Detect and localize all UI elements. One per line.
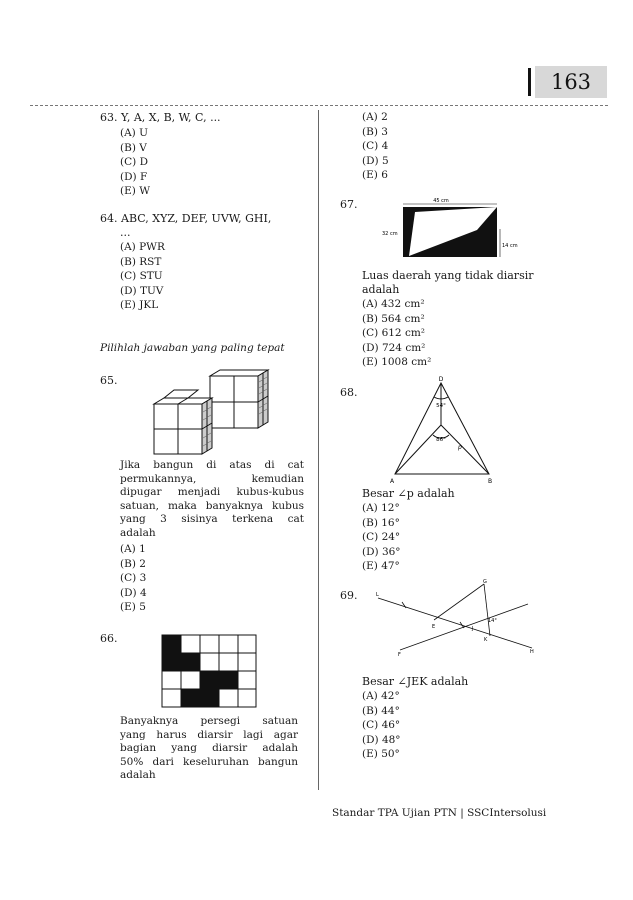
label-J: J bbox=[472, 626, 474, 632]
question-67-text-line1: Luas daerah yang tidak diarsir bbox=[362, 269, 534, 282]
option-a[interactable]: (A) PWR bbox=[120, 241, 165, 253]
question-68-text: Besar ∠p adalah bbox=[362, 487, 455, 500]
triangle-figure bbox=[385, 375, 500, 485]
label-F: F bbox=[398, 652, 401, 658]
options-64 bbox=[120, 240, 165, 313]
option-e[interactable]: (E) W bbox=[120, 185, 150, 198]
page-number-bar bbox=[528, 68, 531, 96]
option-d[interactable]: (D) 724 cm² bbox=[362, 341, 426, 354]
label-angle-mid: 86° bbox=[436, 437, 446, 443]
text-line: adalah bbox=[120, 526, 156, 539]
label-angle: 14° bbox=[488, 618, 497, 624]
option-e[interactable]: (E) 5 bbox=[120, 601, 146, 614]
options-69 bbox=[362, 689, 401, 762]
question-65-text bbox=[120, 459, 304, 540]
option-e[interactable]: (E) JKL bbox=[120, 299, 159, 312]
page-number: 163 bbox=[535, 66, 607, 98]
text-line: permukannya, kemudian bbox=[120, 472, 304, 485]
text-line: bagian yang diarsir adalah bbox=[120, 742, 298, 754]
option-c[interactable]: (C) STU bbox=[120, 270, 163, 283]
label-angle-p: p bbox=[458, 444, 462, 451]
question-number: 63. bbox=[100, 111, 118, 124]
instruction-text: Pilihlah jawaban yang paling tepat bbox=[100, 342, 285, 354]
footer-text: Standar TPA Ujian PTN | SSCIntersolusi bbox=[332, 807, 547, 819]
option-d[interactable]: (D) 5 bbox=[362, 154, 389, 167]
option-b[interactable]: (B) 16° bbox=[362, 516, 400, 529]
label-L: L bbox=[376, 592, 379, 598]
option-d[interactable]: (D) 48° bbox=[362, 733, 401, 746]
option-a[interactable]: (A) 12° bbox=[362, 502, 400, 514]
option-e[interactable]: (E) 1008 cm² bbox=[362, 356, 432, 369]
option-b[interactable]: (B) 2 bbox=[120, 557, 146, 570]
label-left: 32 cm bbox=[382, 231, 398, 237]
options-66 bbox=[362, 110, 389, 183]
question-67-text-line2: adalah bbox=[362, 283, 400, 296]
question-66-number: 66. bbox=[100, 632, 118, 645]
options-68 bbox=[362, 501, 401, 574]
question-68-number: 68. bbox=[340, 386, 358, 399]
text-line: satuan, maka banyaknya kubus bbox=[120, 499, 304, 512]
option-a[interactable]: (A) 2 bbox=[362, 111, 388, 123]
option-b[interactable]: (B) 3 bbox=[362, 125, 388, 138]
label-left: A bbox=[390, 478, 395, 485]
column-divider bbox=[318, 110, 319, 790]
question-64 bbox=[100, 212, 271, 227]
option-e[interactable]: (E) 50° bbox=[362, 748, 400, 761]
label-right: 14 cm bbox=[502, 243, 518, 249]
option-c[interactable]: (C) D bbox=[120, 156, 148, 169]
option-c[interactable]: (C) 24° bbox=[362, 531, 401, 544]
option-d[interactable]: (D) TUV bbox=[120, 284, 164, 297]
option-c[interactable]: (C) 4 bbox=[362, 140, 389, 153]
rectangle-figure bbox=[365, 194, 518, 262]
question-69-number: 69. bbox=[340, 589, 358, 602]
label-G: G bbox=[483, 579, 487, 585]
text-line: 50% dari keseluruhan bangun bbox=[120, 755, 298, 768]
option-e[interactable]: (E) 6 bbox=[362, 169, 388, 182]
text-line: Banyaknya persegi satuan bbox=[120, 715, 298, 727]
option-d[interactable]: (D) 4 bbox=[120, 586, 147, 599]
option-a[interactable]: (A) 42° bbox=[362, 690, 400, 702]
label-H: H bbox=[530, 649, 534, 655]
angle-lines-figure bbox=[372, 578, 542, 658]
option-a[interactable]: (A) 432 cm² bbox=[362, 298, 425, 310]
option-d[interactable]: (D) 36° bbox=[362, 545, 401, 558]
cube-figure bbox=[150, 368, 270, 458]
question-number: 64. bbox=[100, 212, 118, 225]
label-top: 45 cm bbox=[433, 198, 449, 204]
question-text: Y, A, X, B, W, C, ... bbox=[121, 111, 221, 124]
text-line: dipugar menjadi kubus-kubus bbox=[120, 486, 304, 498]
text-line: Jika bangun di atas di cat bbox=[120, 459, 304, 471]
options-63 bbox=[120, 126, 150, 199]
option-c[interactable]: (C) 3 bbox=[120, 572, 147, 585]
option-d[interactable]: (D) F bbox=[120, 170, 148, 183]
option-e[interactable]: (E) 47° bbox=[362, 560, 400, 573]
label-K: K bbox=[484, 637, 488, 643]
question-65-number: 65. bbox=[100, 374, 118, 387]
grid-figure bbox=[161, 634, 257, 708]
option-a[interactable]: (A) U bbox=[120, 127, 148, 139]
options-67 bbox=[362, 297, 431, 370]
question-69-text: Besar ∠JEK adalah bbox=[362, 675, 469, 688]
header-divider bbox=[30, 105, 608, 106]
text-line: adalah bbox=[120, 769, 156, 781]
text-line: yang 3 sisinya terkena cat bbox=[120, 513, 304, 525]
options-65 bbox=[120, 542, 147, 615]
label-apex: D bbox=[438, 376, 444, 383]
option-b[interactable]: (B) 44° bbox=[362, 704, 400, 717]
label-E: E bbox=[432, 624, 436, 630]
option-a[interactable]: (A) 1 bbox=[120, 543, 146, 555]
option-b[interactable]: (B) 564 cm² bbox=[362, 312, 425, 325]
question-67-number: 67. bbox=[340, 198, 358, 211]
label-right: B bbox=[488, 478, 493, 485]
option-c[interactable]: (C) 46° bbox=[362, 719, 401, 732]
question-66-text bbox=[120, 715, 298, 783]
option-c[interactable]: (C) 612 cm² bbox=[362, 327, 425, 340]
question-64-continuation: ... bbox=[120, 226, 131, 239]
question-text: ABC, XYZ, DEF, UVW, GHI, bbox=[121, 212, 272, 225]
label-angle-top: 54° bbox=[436, 403, 446, 409]
option-b[interactable]: (B) V bbox=[120, 141, 147, 154]
text-line: yang harus diarsir lagi agar bbox=[120, 728, 298, 741]
question-63 bbox=[100, 111, 221, 126]
option-b[interactable]: (B) RST bbox=[120, 255, 162, 268]
